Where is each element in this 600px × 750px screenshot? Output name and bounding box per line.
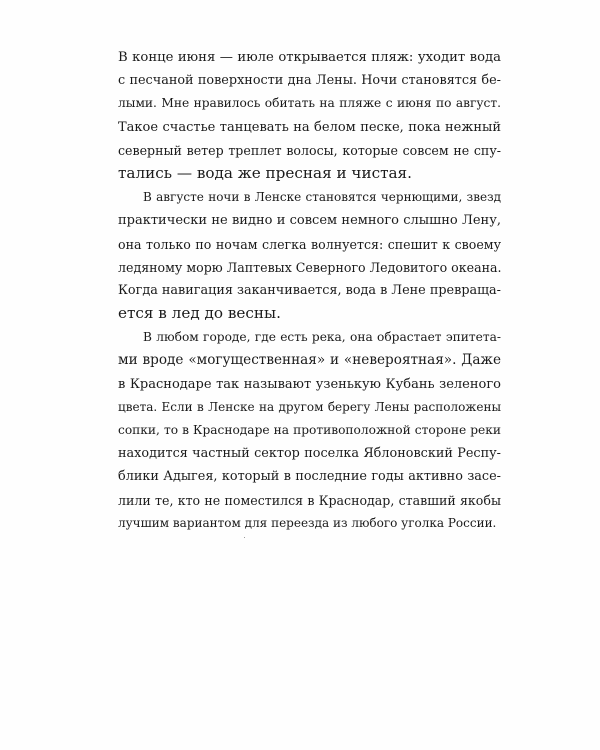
text-line: в Краснодаре так называют узенькую Кубань зеленого — [118, 376, 501, 392]
paragraph-1 — [118, 46, 501, 185]
text-line: тались — вода же пресная и чистая. — [118, 163, 412, 182]
text-line: Такое счастье танцевать на белом песке, пока нежный — [118, 119, 501, 135]
body-text — [118, 46, 501, 535]
text-line: находится частный сектор поселка Яблоновский Респу- — [118, 446, 501, 462]
text-line: практически не видно и совсем немного слышно Лену, — [118, 213, 501, 229]
paper-speck — [244, 537, 245, 538]
text-line: В августе ночи в Ленске становятся чернющими, звезд — [143, 190, 501, 205]
text-line: с песчаной поверхности дна Лены. Ночи становятся бе- — [118, 73, 501, 89]
text-line: цвета. Если в Ленске на другом берегу Лены расположены — [118, 399, 501, 414]
paragraph-3 — [118, 326, 501, 535]
text-line: лыми. Мне нравилось обитать на пляже с июня по август. — [118, 96, 501, 111]
text-line: ми вроде «могущественная» и «невероятная». Даже — [118, 352, 501, 369]
paragraph-2 — [118, 186, 501, 325]
text-line: В любом городе, где есть река, она обрастает эпитета- — [143, 330, 501, 345]
text-line: блики Адыгея, который в последние годы активно засе- — [118, 469, 501, 485]
text-line: лучшим вариантом для переезда из любого уголка России. — [118, 515, 497, 530]
text-line: ледяному морю Лаптевых Северного Ледовитого океана. — [118, 259, 502, 275]
text-line: сопки, то в Краснодаре на противоположной стороне реки — [118, 423, 501, 437]
text-line: ется в лед до весны. — [118, 304, 281, 323]
text-line: Когда навигация заканчивается, вода в Лене превраща- — [118, 282, 501, 298]
text-line: она только по ночам слегка волнуется: спешит к своему — [118, 236, 501, 252]
text-line: В конце июня — июле открывается пляж: уходит вода — [118, 50, 501, 65]
text-line: лили те, кто не поместился в Краснодар, ставший якобы — [118, 492, 501, 508]
text-line: северный ветер треплет волосы, которые совсем не спу- — [118, 142, 501, 158]
